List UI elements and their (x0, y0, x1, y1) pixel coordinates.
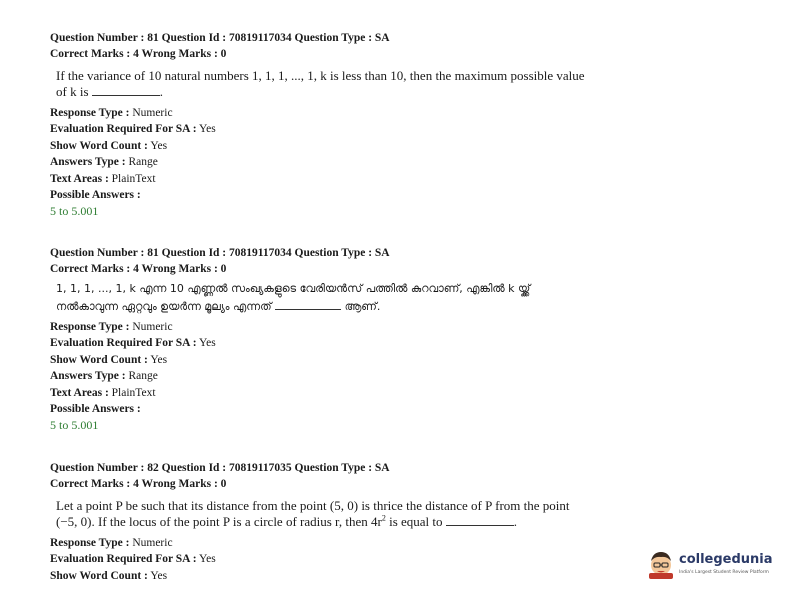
answer-blank (446, 515, 514, 526)
response-type-row: Response Type : Numeric (50, 107, 173, 119)
question-marks: Correct Marks : 4 Wrong Marks : 0 (50, 263, 227, 275)
answer-blank (92, 85, 160, 96)
possible-answers-row: Possible Answers : (50, 403, 141, 416)
text-areas-row: Text Areas : PlainText (50, 386, 156, 399)
question-text-body: Let a point P be such that its distance from the point (5, 0) is thrice the distance of P from the point (−5, 0). If the locus of the point P is a circle of radius r, then 4r (56, 498, 570, 529)
question-text-body: 1, 1, 1, ..., 1, k എന്ന 10 എണ്ണൽ സംഖ്യകളുടെ വേരിയൻസ് പത്തിൽ കുറവാണ്, എങ്കിൽ k യ്ക്ക് നൽകാവുന്ന ഏറ്റവും ഉയർന്ന മൂല്യം എന്നത് (56, 282, 531, 313)
brand-name: collegedunia (679, 552, 773, 567)
question-marks: Correct Marks : 4 Wrong Marks : 0 (50, 478, 227, 490)
question-header: Question Number : 81 Question Id : 70819117034 Question Type : SA (50, 247, 390, 259)
question-text (56, 68, 590, 100)
question-header: Question Number : 81 Question Id : 70819117034 Question Type : SA (50, 32, 390, 44)
possible-answer-value: 5 to 5.001 (50, 418, 99, 433)
possible-answers-row: Possible Answers : (50, 189, 141, 202)
answers-type-row: Answers Type : Range (50, 156, 158, 169)
question-block-3 (50, 460, 590, 584)
student-face-icon (645, 547, 677, 579)
evaluation-row: Evaluation Required For SA : Yes (50, 123, 216, 136)
question-text-end: . (159, 84, 163, 99)
question-text (56, 280, 590, 316)
word-count-row: Show Word Count : Yes (50, 353, 168, 366)
question-text-body: If the variance of 10 natural numbers 1, 1, 1, ..., 1, k is less than 10, then the maximum possible value of k is (56, 68, 585, 99)
possible-answer-value: 5 to 5.001 (50, 204, 99, 219)
evaluation-row: Evaluation Required For SA : Yes (50, 337, 216, 350)
evaluation-row: Evaluation Required For SA : Yes (50, 553, 216, 566)
text-areas-row: Text Areas : PlainText (50, 172, 156, 185)
question-marks: Correct Marks : 4 Wrong Marks : 0 (50, 48, 227, 60)
question-header: Question Number : 82 Question Id : 70819117035 Question Type : SA (50, 462, 390, 474)
word-count-row: Show Word Count : Yes (50, 139, 168, 152)
collegedunia-logo (645, 545, 775, 581)
question-block-1 (50, 30, 590, 220)
question-text (56, 498, 590, 530)
question-text-superscript: 2 (381, 513, 386, 523)
answers-type-row: Answers Type : Range (50, 370, 158, 383)
answer-blank (275, 299, 341, 310)
question-block-2 (50, 245, 590, 434)
response-type-row: Response Type : Numeric (50, 537, 173, 549)
brand-tagline: India's Largest Student Review Platform (679, 570, 769, 575)
question-text-mid: is equal to (385, 514, 443, 529)
question-text-end: . (513, 514, 518, 529)
question-text-end: ആണ്. (344, 300, 381, 313)
word-count-row: Show Word Count : Yes (50, 569, 168, 582)
response-type-row: Response Type : Numeric (50, 321, 173, 333)
